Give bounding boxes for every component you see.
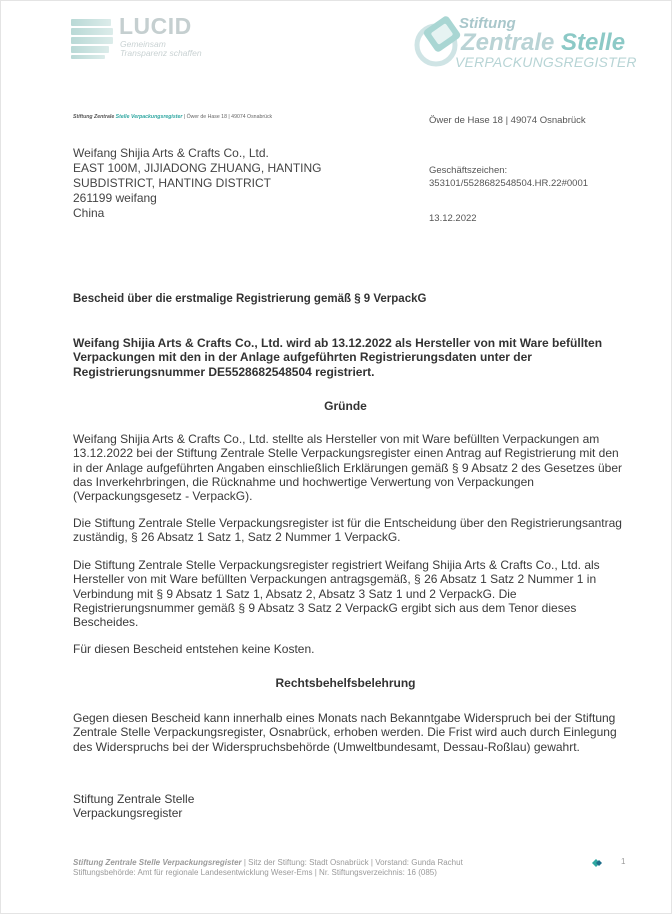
remedy-heading: Rechtsbehelfsbelehrung xyxy=(275,676,416,690)
footer-logo-icon xyxy=(591,858,603,868)
remedy-text: Gegen diesen Bescheid kann innerhalb eines Monats nach Bekanntgabe Widerspruch bei der Stiftung Zentrale Stelle Verpackungsregister, Osnabrück, erhoben werden. Die Frist wird auch durch Einlegung des Widerspruchs bei der Widerspruchsbehörde (Umweltbundesamt, Dessau-Roßlau) gewahrt. xyxy=(73,711,617,754)
reasons-paragraph: Die Stiftung Zentrale Stelle Verpackungsregister registriert Weifang Shijia Arts & Crafts Co., Ltd. als Hersteller von mit Ware befüllten Verpackungen antragsgemäß, § 26 Absatz 1 Satz 2 Nummer 1 in Verbindung mit § 9 Absatz 1 Satz 1, Absatz 2, Absatz 3 Satz 1 und 2 VerpackG. Die Registrierungsnummer gemäß § 9 Absatz 3 Satz 2 VerpackG ergibt sich aus dem Tenor dieses Bescheides. xyxy=(73,558,600,630)
page-number: 1 xyxy=(621,857,626,866)
lucid-logo-tagline: Transparenz schaffen xyxy=(120,48,202,58)
recipient-line: 261199 weifang xyxy=(73,191,157,205)
recipient-line: EAST 100M, JIJIADONG ZHUANG, HANTING xyxy=(73,161,322,175)
recipient-line: China xyxy=(73,206,105,220)
reasons-paragraph: Weifang Shijia Arts & Crafts Co., Ltd. stellte als Hersteller von mit Ware befüllten Verpackungen am 13.12.2022 bei der Stiftung Zentrale Stelle Verpackungsregister einen Antrag auf Registrierung mit den in der Anlage aufgeführten Angaben einschließlich Erklärungen gemäß § 9 Absatz 2 des Gesetzes über das Inverkehrbringen, die Rücknahme und hochwertige Verwertung von Verpackungen (Verpackungsgesetz - VerpackG). xyxy=(73,432,623,504)
subject-line: Bescheid über die erstmalige Registrierung gemäß § 9 VerpackG xyxy=(73,293,427,305)
reasons-paragraph: Für diesen Bescheid entstehen keine Kosten. xyxy=(73,642,315,656)
recipient-line: SUBDISTRICT, HANTING DISTRICT xyxy=(73,176,272,190)
sender-return-address: Stiftung Zentrale Stelle Verpackungsregister | Öwer de Hase 18 | 49074 Osnabrück xyxy=(73,114,273,120)
page-footer: Stiftung Zentrale Stelle Verpackungsregister | Sitz der Stiftung: Stadt Osnabrück | Vorstand: Gunda Rachut Stiftungsbehörde: Amt für regionale Landesentwicklung Weser-Ems | Nr. Stiftungsverzeichnis: 16 (085) xyxy=(73,858,463,877)
reference-label: Geschäftszeichen: xyxy=(429,165,508,176)
sender-address: Öwer de Hase 18 | 49074 Osnabrück xyxy=(429,115,586,126)
lucid-logo xyxy=(71,15,211,61)
lucid-logo-icon xyxy=(71,17,115,59)
reasons-heading: Gründe xyxy=(324,399,367,413)
decision-text: Weifang Shijia Arts & Crafts Co., Ltd. wird ab 13.12.2022 als Hersteller von mit Ware befüllten Verpackungen mit den in der Anlage aufgeführten Registrierungsdaten unter der Registrierungsnummer DE5528682548504 registriert. xyxy=(73,336,603,379)
stiftung-logo xyxy=(413,13,637,73)
recipient-line: Weifang Shijia Arts & Crafts Co., Ltd. xyxy=(73,146,269,160)
lucid-logo-title: LUCID xyxy=(119,13,192,39)
signature-block xyxy=(73,792,194,821)
stiftung-logo-line-1: Stiftung xyxy=(459,15,516,32)
reasons-paragraph: Die Stiftung Zentrale Stelle Verpackungsregister ist für die Entscheidung über den Registrierungsantrag zuständig, § 26 Absatz 1 Satz 1, Satz 2 Nummer 1 VerpackG. xyxy=(73,516,622,545)
reference-number: 353101/5528682548504.HR.22#0001 xyxy=(429,178,589,189)
recipient-address xyxy=(73,146,321,221)
document-date: 13.12.2022 xyxy=(429,213,477,224)
signature-line: Verpackungsregister xyxy=(73,806,183,821)
stiftung-logo-line-3: VERPACKUNGSREGISTER xyxy=(455,54,637,70)
signature-line: Stiftung Zentrale Stelle xyxy=(73,792,195,806)
lucid-logo-tagline: Gemeinsam xyxy=(120,39,166,49)
stiftung-logo-line-2: Zentrale Stelle xyxy=(461,29,626,56)
